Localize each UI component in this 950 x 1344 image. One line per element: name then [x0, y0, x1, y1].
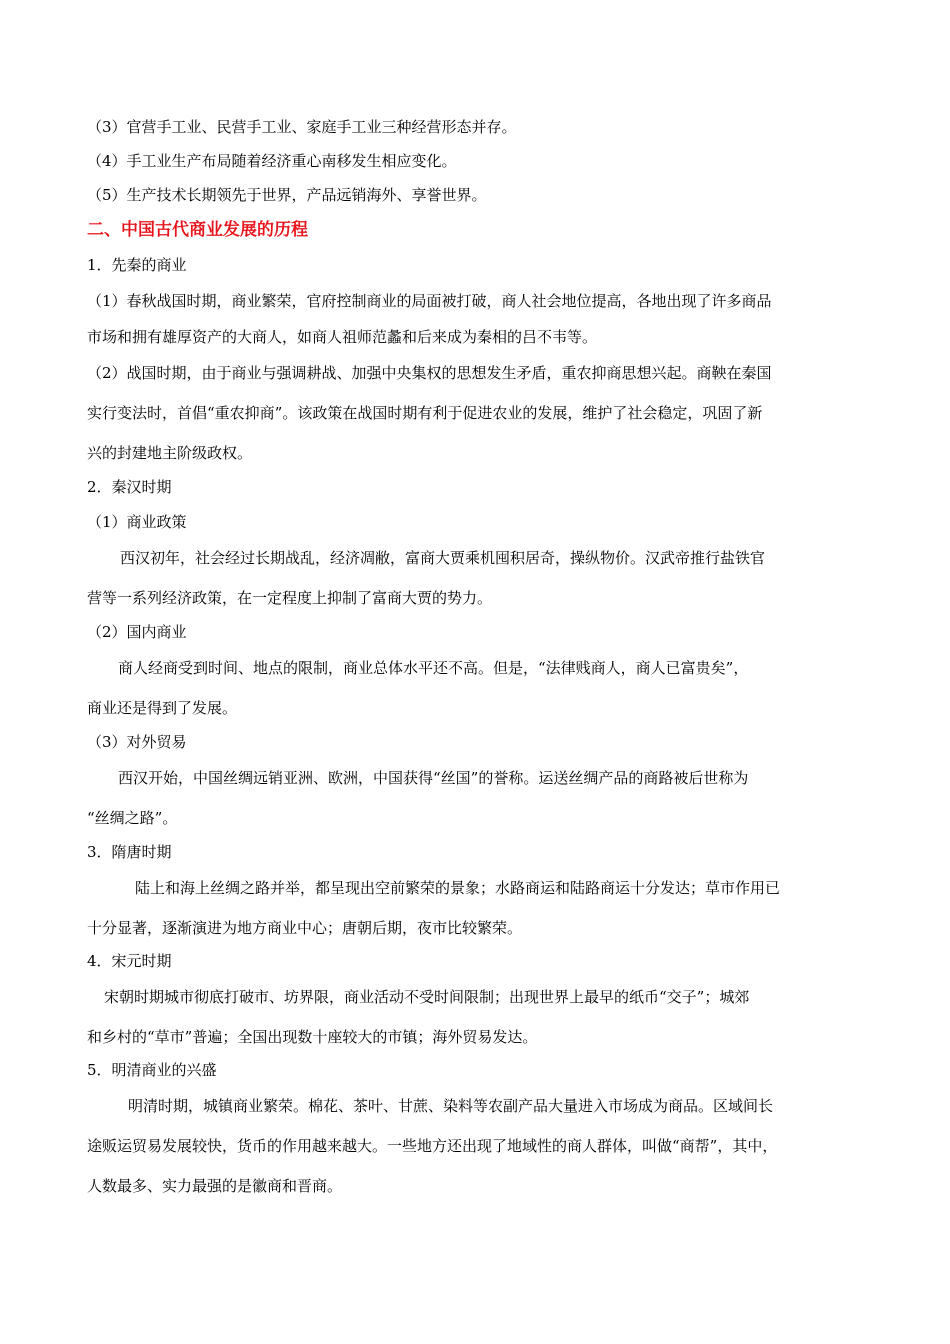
- pre-qin-p2-line1: （2）战国时期，由于商业与强调耕战、加强中央集权的思想发生矛盾，重农抑商思想兴起。商鞅在秦国: [87, 364, 772, 382]
- pre-qin-p2-line3: 兴的封建地主阶级政权。: [87, 444, 253, 462]
- song-yuan-line2: 和乡村的“草市”普遍；全国出现数十座较大的市镇；海外贸易发达。: [87, 1028, 538, 1046]
- pre-qin-title: 1．先秦的商业: [87, 256, 187, 274]
- section-heading: 二、中国古代商业发展的历程: [87, 220, 308, 240]
- intro-item-4: （4）手工业生产布局随着经济重心南移发生相应变化。: [87, 152, 457, 170]
- pre-qin-p2-line2: 实行变法时，首倡“重农抑商”。该政策在战国时期有利于促进农业的发展，维护了社会稳定，巩固了新: [87, 404, 763, 422]
- intro-item-5: （5）生产技术长期领先于世界，产品远销海外、享誉世界。: [87, 186, 487, 204]
- qin-han-sub3-title: （3）对外贸易: [87, 733, 187, 751]
- qin-han-title: 2．秦汉时期: [87, 478, 172, 496]
- qin-han-sub2-line1: 商人经商受到时间、地点的限制，商业总体水平还不高。但是，“法律贱商人，商人已富贵矣”，: [118, 659, 749, 677]
- sui-tang-title: 3．隋唐时期: [87, 843, 172, 861]
- pre-qin-p1-line1: （1）春秋战国时期，商业繁荣，官府控制商业的局面被打破，商人社会地位提高，各地出现了许多商品: [87, 292, 772, 310]
- song-yuan-line1: 宋朝时期城市彻底打破市、坊界限，商业活动不受时间限制；出现世界上最早的纸币“交子”；城郊: [104, 988, 750, 1006]
- song-yuan-title: 4．宋元时期: [87, 952, 172, 970]
- qin-han-sub2-line2: 商业还是得到了发展。: [87, 699, 238, 717]
- ming-qing-line2: 途贩运贸易发展较快，货币的作用越来越大。一些地方还出现了地域性的商人群体，叫做“商帮”，其中，: [87, 1137, 778, 1155]
- qin-han-sub1-line2: 营等一系列经济政策，在一定程度上抑制了富商大贾的势力。: [87, 589, 493, 607]
- intro-item-3: （3）官营手工业、民营手工业、家庭手工业三种经营形态并存。: [87, 118, 517, 136]
- pre-qin-p1-line2: 市场和拥有雄厚资产的大商人，如商人祖师范蠡和后来成为秦相的吕不韦等。: [87, 328, 598, 346]
- qin-han-sub3-line1: 西汉开始，中国丝绸远销亚洲、欧洲，中国获得“丝国”的誉称。运送丝绸产品的商路被后世称为: [118, 769, 749, 787]
- qin-han-sub1-title: （1）商业政策: [87, 513, 187, 531]
- ming-qing-title: 5．明清商业的兴盛: [87, 1061, 217, 1079]
- qin-han-sub3-line2: “丝绸之路”。: [87, 809, 178, 827]
- sui-tang-line2: 十分显著，逐渐演进为地方商业中心；唐朝后期，夜市比较繁荣。: [87, 919, 523, 937]
- ming-qing-line1: 明清时期，城镇商业繁荣。棉花、茶叶、甘蔗、染料等农副产品大量进入市场成为商品。区域间长: [128, 1097, 774, 1115]
- qin-han-sub1-line1: 西汉初年，社会经过长期战乱，经济凋敝，富商大贾乘机囤积居奇，操纵物价。汉武帝推行盐铁官: [120, 549, 766, 567]
- ming-qing-line3: 人数最多、实力最强的是徽商和晋商。: [87, 1177, 343, 1195]
- qin-han-sub2-title: （2）国内商业: [87, 623, 187, 641]
- sui-tang-line1: 陆上和海上丝绸之路并举，都呈现出空前繁荣的景象；水路商运和陆路商运十分发达；草市作用已: [135, 879, 781, 897]
